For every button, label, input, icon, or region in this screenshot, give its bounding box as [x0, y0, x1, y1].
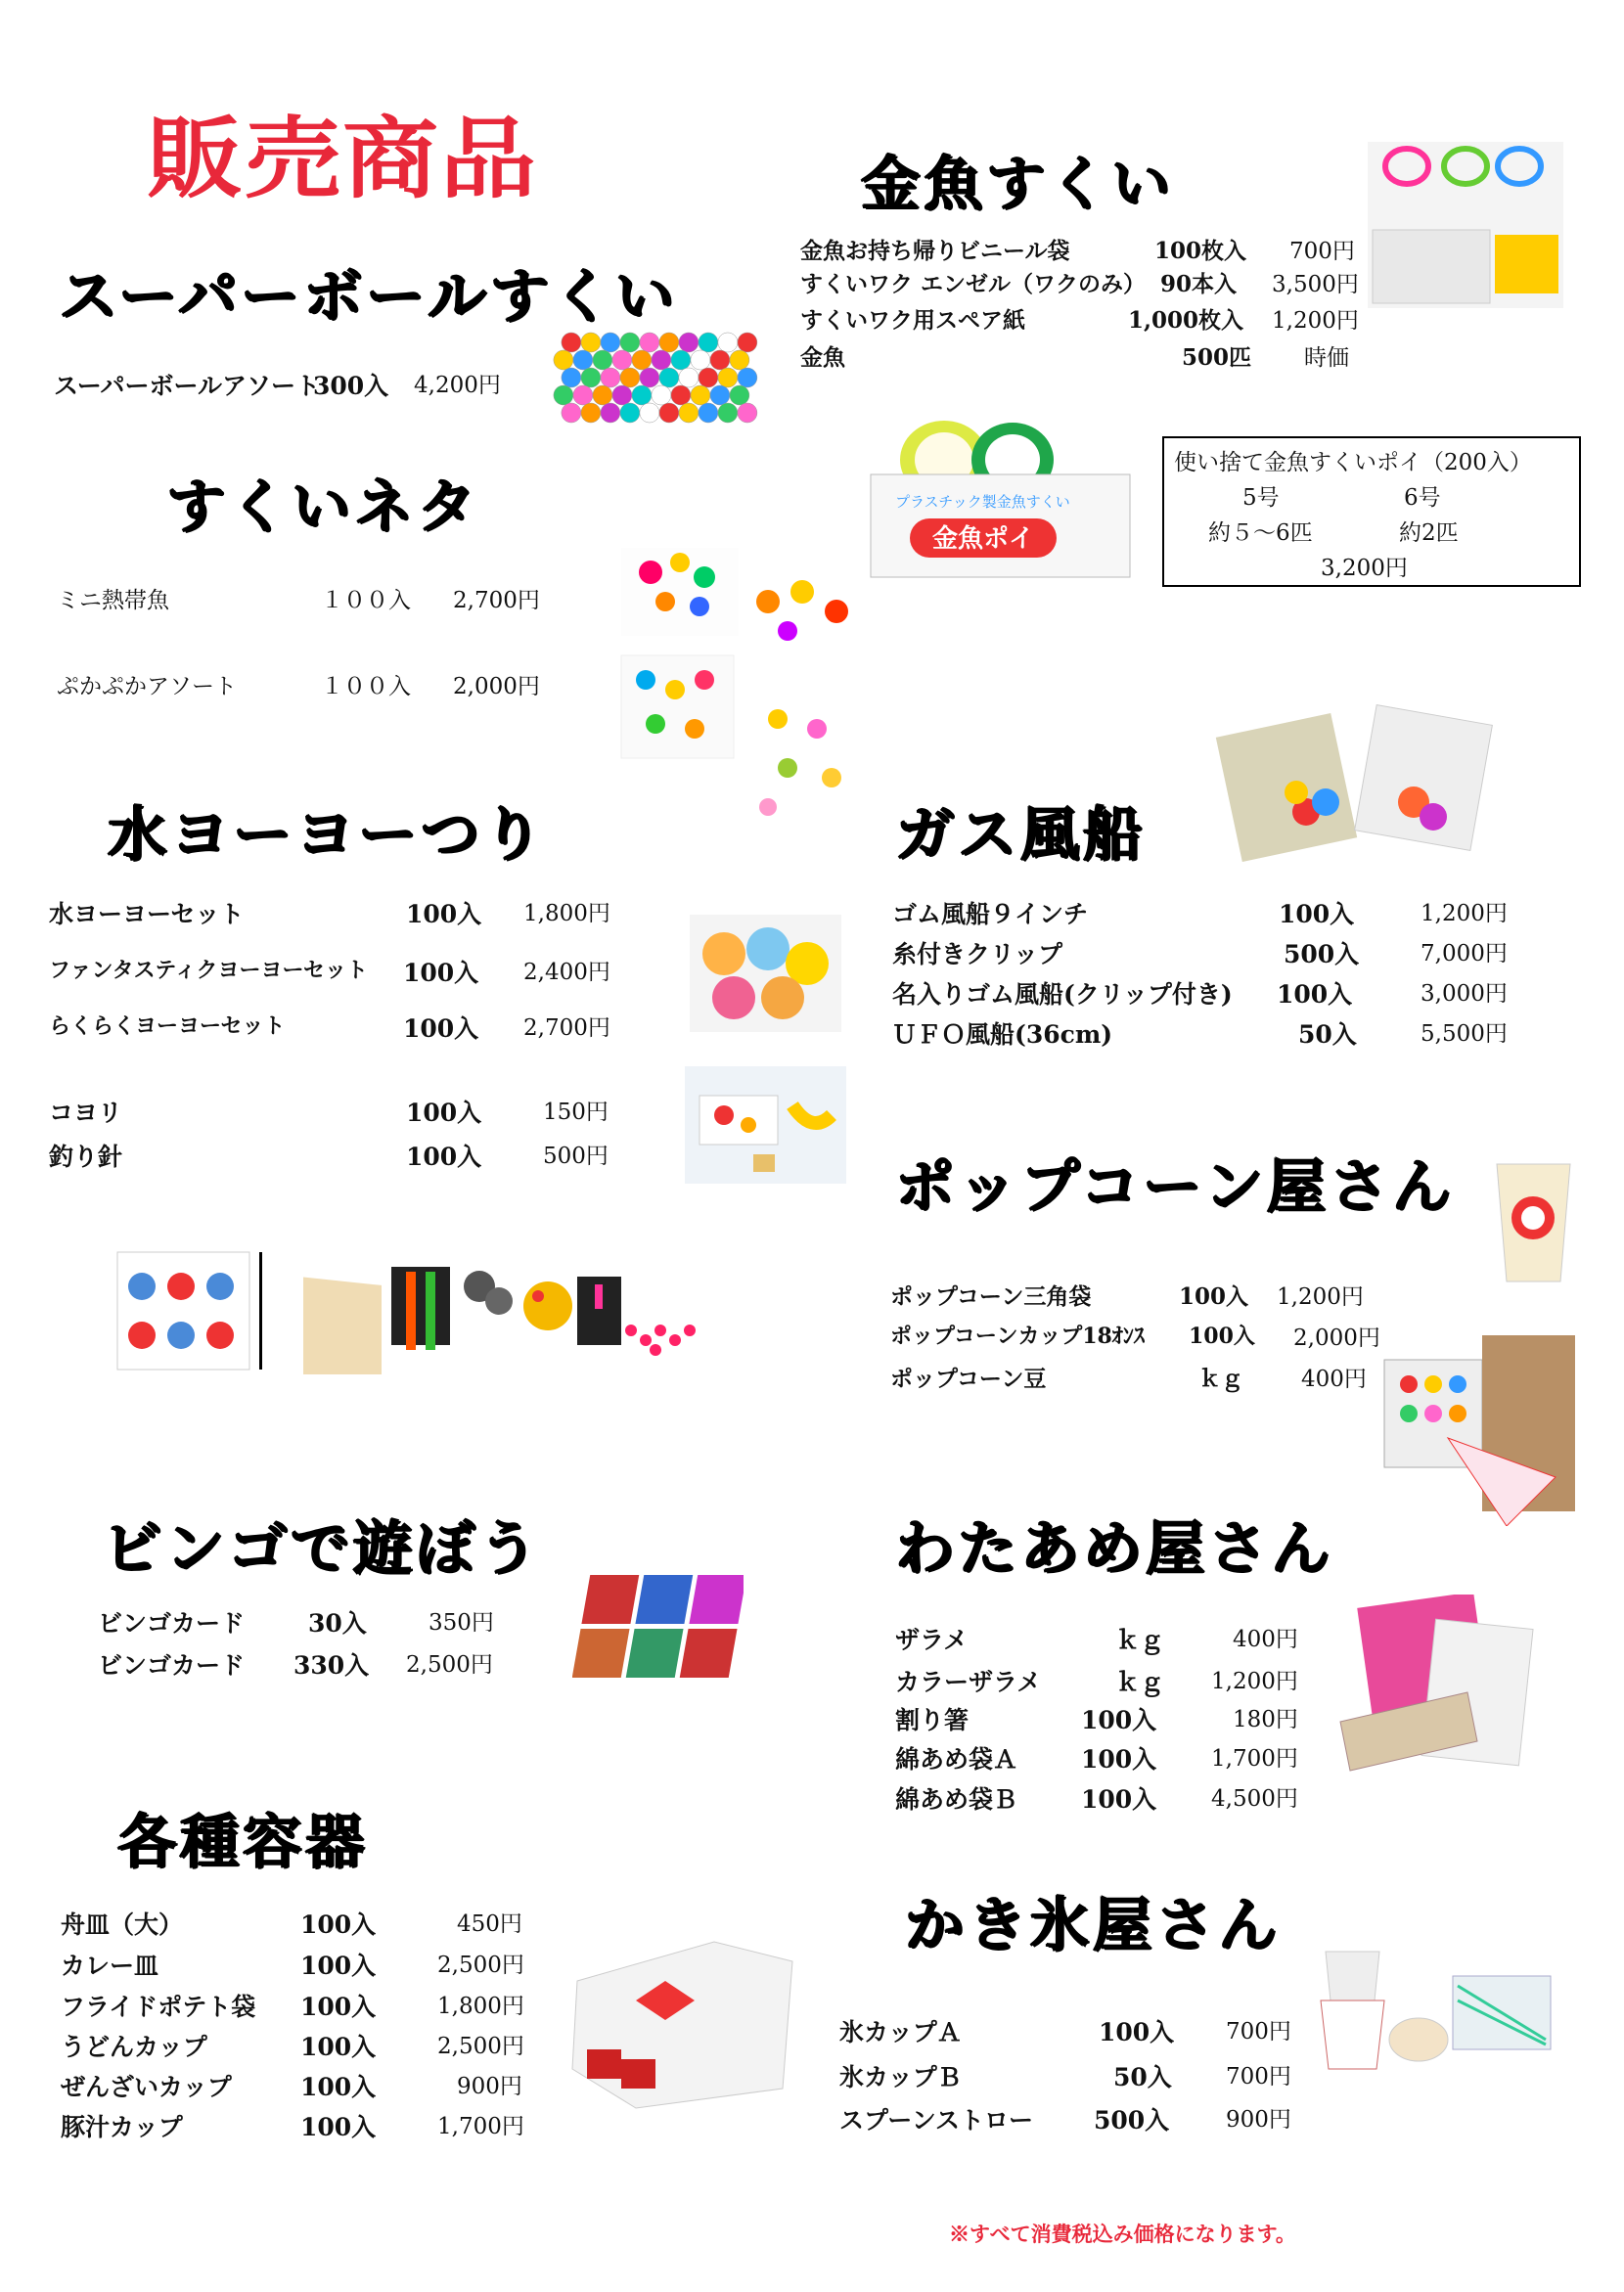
item-qty: 100入	[1099, 2018, 1175, 2046]
section-title-sukuineta: すくいネタ	[166, 472, 479, 541]
item-name: ポップコーン三角袋	[890, 1283, 1092, 1310]
item-name: スーパーボールアソート	[54, 372, 321, 400]
item-name: カラーザラメ	[895, 1668, 1042, 1696]
item-name: ぜんざいカップ	[61, 2073, 232, 2101]
item-qty: 100入	[300, 2073, 377, 2101]
item-price: 3,500円	[1272, 272, 1359, 297]
yoyo-supplies-photo	[113, 1247, 719, 1374]
poi-range-5: 約５～6匹	[1208, 520, 1313, 546]
section-title-bingo: ビンゴで遊ぼう	[103, 1514, 541, 1583]
item-qty: 500匹	[1182, 344, 1252, 371]
shavedice-photo	[1306, 1932, 1556, 2084]
package-label-big: 金魚ポイ	[931, 524, 1035, 554]
superball	[601, 368, 620, 387]
superball	[562, 333, 581, 352]
superball	[738, 403, 757, 423]
section-title-balloon: ガス風船	[895, 800, 1146, 869]
item-qty: 100枚入	[1154, 238, 1247, 264]
item-price: 900円	[1226, 2107, 1291, 2133]
item-qty: 100入	[300, 2113, 377, 2141]
item-price: 180円	[1233, 1707, 1298, 1732]
section-title-superball: スーパーボールすくい	[59, 262, 678, 331]
section-title-popcorn: ポップコーン屋さん	[895, 1152, 1455, 1221]
item-qty: 30入	[308, 1609, 367, 1638]
item-name: フライドポテト袋	[61, 1993, 256, 2021]
item-name: 金魚お持ち帰りビニール袋	[800, 238, 1070, 264]
item-qty: 50入	[1298, 1020, 1357, 1049]
item-qty: 100入	[300, 1993, 377, 2021]
superball	[601, 333, 620, 352]
superball	[679, 333, 699, 352]
item-price: 2,500円	[437, 2034, 524, 2059]
superball	[699, 403, 718, 423]
item-price: 4,500円	[1211, 1786, 1298, 1812]
goldfish-supplies-photo	[1368, 142, 1563, 308]
item-qty: 100入	[1081, 1745, 1157, 1774]
superball	[659, 403, 679, 423]
superball	[601, 403, 620, 423]
item-qty: 100入	[406, 1143, 482, 1171]
item-qty: 100入	[300, 1910, 377, 1939]
item-price: 2,000円	[453, 674, 540, 699]
section-title-cottoncandy: わたあめ屋さん	[895, 1514, 1333, 1583]
superball	[581, 403, 601, 423]
item-name: 舟皿（大）	[61, 1910, 184, 1939]
item-qty: 90本入	[1160, 271, 1238, 297]
superball	[620, 403, 640, 423]
section-title-containers: 各種容器	[117, 1808, 368, 1876]
item-price: 3,000円	[1421, 981, 1508, 1007]
item-qty: 500入	[1094, 2106, 1170, 2135]
item-price: 1,800円	[437, 1994, 524, 2019]
item-price: 700円	[1289, 239, 1355, 264]
superball	[659, 333, 679, 352]
item-price: 時価	[1304, 345, 1349, 371]
item-name: ポップコーン豆	[890, 1366, 1047, 1392]
item-price: 2,500円	[437, 1953, 524, 1978]
bingo-cards-photo	[572, 1565, 744, 1692]
item-price: 4,200円	[414, 373, 501, 398]
item-name: ファンタスティクヨーヨーセット	[49, 958, 369, 983]
item-name: すくいワク エンゼル（ワクのみ）	[800, 271, 1147, 297]
item-price: 1,200円	[1277, 1284, 1364, 1310]
item-name: ビンゴカード	[98, 1651, 246, 1680]
item-qty: 100入	[1179, 1283, 1249, 1310]
item-qty: 100入	[406, 1099, 482, 1127]
item-price: 450円	[457, 1911, 522, 1937]
item-name: 名入りゴム風船(クリップ付き)	[892, 980, 1233, 1009]
item-name: ザラメ	[895, 1626, 969, 1654]
footnote: ※すべて消費税込み価格になります。	[949, 2222, 1296, 2246]
item-qty: 1,000枚入	[1128, 307, 1244, 334]
item-price: 700円	[1226, 2019, 1291, 2045]
superball	[671, 350, 691, 370]
item-name: すくいワク用スペア紙	[800, 307, 1025, 334]
superball	[620, 333, 640, 352]
item-qty: 100入	[403, 959, 479, 987]
item-price: 500円	[543, 1144, 609, 1169]
item-price: 400円	[1301, 1367, 1367, 1392]
superball	[679, 403, 699, 423]
superball	[593, 350, 612, 370]
superball	[710, 350, 730, 370]
item-qty: 100入	[1081, 1706, 1157, 1734]
poi-size-5: 5号	[1242, 485, 1280, 511]
item-name: ＵＦＯ風船(36cm)	[892, 1020, 1113, 1049]
page-title: 販売商品	[147, 108, 539, 211]
superball	[671, 385, 691, 405]
section-title-yoyo: 水ヨーヨーつり	[108, 800, 546, 869]
item-name: 割り箸	[895, 1706, 970, 1734]
poi-price: 3,200円	[1321, 556, 1408, 581]
item-qty: ｋｇ	[1115, 1626, 1165, 1654]
superball	[612, 385, 632, 405]
item-name: スプーンストロー	[839, 2106, 1034, 2135]
superball	[581, 368, 601, 387]
item-name: ビンゴカード	[98, 1609, 246, 1638]
section-title-shavedice: かき氷屋さん	[905, 1891, 1281, 1959]
item-price: 2,400円	[523, 960, 610, 985]
item-qty: ｋｇ	[1198, 1366, 1243, 1392]
superball	[652, 385, 671, 405]
popcorn-supplies-photo	[1379, 1330, 1580, 1526]
package-label-small: プラスチック製金魚すくい	[895, 493, 1070, 511]
superball	[730, 350, 749, 370]
item-price: 2,700円	[523, 1015, 610, 1041]
superball	[699, 333, 718, 352]
superball	[691, 350, 710, 370]
sukuineta-photo	[611, 533, 871, 836]
poi-info-box	[1162, 436, 1581, 587]
item-name: ポップコーンカップ18ｵﾝｽ	[890, 1324, 1145, 1349]
superball	[581, 333, 601, 352]
superball	[593, 385, 612, 405]
superball	[738, 333, 757, 352]
superball	[640, 403, 659, 423]
superball	[718, 368, 738, 387]
item-name: 豚汁カップ	[61, 2113, 183, 2141]
item-price: 350円	[429, 1610, 494, 1636]
cottoncandy-photo	[1331, 1595, 1541, 1805]
superball	[632, 350, 652, 370]
section-title-goldfish: 金魚すくい	[861, 150, 1174, 218]
item-price: 700円	[1226, 2064, 1291, 2090]
superball	[640, 368, 659, 387]
poi-size-6: 6号	[1404, 485, 1441, 511]
item-name: 水ヨーヨーセット	[49, 900, 245, 928]
item-price: 150円	[543, 1100, 609, 1125]
item-price: 7,000円	[1421, 941, 1508, 966]
superball	[554, 385, 573, 405]
item-qty: 300入	[313, 372, 389, 400]
superball	[573, 350, 593, 370]
item-name: コヨリ	[49, 1099, 123, 1127]
superball	[718, 403, 738, 423]
item-name: ゴム風船９インチ	[892, 900, 1089, 928]
superball	[652, 350, 671, 370]
item-name: ミニ熱帯魚	[57, 588, 169, 613]
poi-range-6: 約2匹	[1399, 520, 1459, 546]
superball	[640, 333, 659, 352]
containers-photo	[558, 1922, 807, 2118]
item-name: カレー皿	[61, 1952, 159, 1980]
item-name: 氷カップＡ	[839, 2018, 962, 2046]
superball	[554, 350, 573, 370]
item-name: 金魚	[800, 344, 845, 371]
item-price: 2,000円	[1293, 1326, 1380, 1351]
item-qty: 100入	[300, 1952, 377, 1980]
item-price: 2,700円	[453, 588, 540, 613]
item-price: 1,200円	[1421, 901, 1508, 926]
item-qty: 330入	[293, 1651, 370, 1680]
item-qty: 100入	[403, 1014, 479, 1043]
superball	[620, 368, 640, 387]
item-qty: 100入	[1277, 980, 1353, 1009]
item-name: うどんカップ	[61, 2033, 207, 2061]
superball	[562, 403, 581, 423]
koyori-photo	[685, 1066, 846, 1184]
item-name: ぷかぷかアソート	[57, 674, 237, 699]
item-qty: ｋｇ	[1115, 1668, 1165, 1696]
item-qty: １００入	[321, 588, 411, 613]
item-qty: 100入	[1081, 1785, 1157, 1814]
item-name: 釣り針	[49, 1143, 123, 1171]
item-price: 1,700円	[1211, 1746, 1298, 1772]
item-price: 5,500円	[1421, 1021, 1508, 1047]
yoyo-photo	[690, 915, 841, 1032]
item-price: 1,800円	[523, 901, 610, 926]
superball	[699, 368, 718, 387]
superball	[632, 385, 652, 405]
item-qty: １００入	[321, 674, 411, 699]
popcorn-cup-photo	[1492, 1159, 1575, 1286]
item-name: 糸付きクリップ	[892, 940, 1063, 968]
superball	[612, 350, 632, 370]
item-name: らくらくヨーヨーセット	[49, 1013, 286, 1039]
item-name: 綿あめ袋Ａ	[895, 1745, 1018, 1774]
superball	[679, 368, 699, 387]
superball	[738, 368, 757, 387]
item-qty: 100入	[1189, 1324, 1255, 1349]
balloon-photo	[1208, 704, 1502, 871]
item-qty: 100入	[406, 900, 482, 928]
item-qty: 50入	[1113, 2063, 1172, 2091]
item-price: 2,500円	[406, 1652, 493, 1678]
item-price: 1,700円	[437, 2114, 524, 2139]
item-price: 1,200円	[1211, 1669, 1298, 1694]
superball	[659, 368, 679, 387]
item-name: 綿あめ袋Ｂ	[895, 1785, 1018, 1814]
superball	[718, 333, 738, 352]
goldfish-poi-photo	[866, 401, 1135, 582]
superball	[710, 385, 730, 405]
item-name: 氷カップＢ	[839, 2063, 962, 2091]
poi-title: 使い捨て金魚すくいポイ（200入）	[1174, 450, 1532, 475]
item-qty: 100入	[1279, 900, 1355, 928]
item-qty: 500入	[1284, 940, 1360, 968]
superball	[691, 385, 710, 405]
superball	[562, 368, 581, 387]
superball-photo	[548, 323, 758, 440]
superball	[730, 385, 749, 405]
superball	[573, 385, 593, 405]
item-price: 900円	[457, 2074, 522, 2099]
item-price: 1,200円	[1272, 308, 1359, 334]
item-qty: 100入	[300, 2033, 377, 2061]
item-price: 400円	[1233, 1627, 1298, 1652]
